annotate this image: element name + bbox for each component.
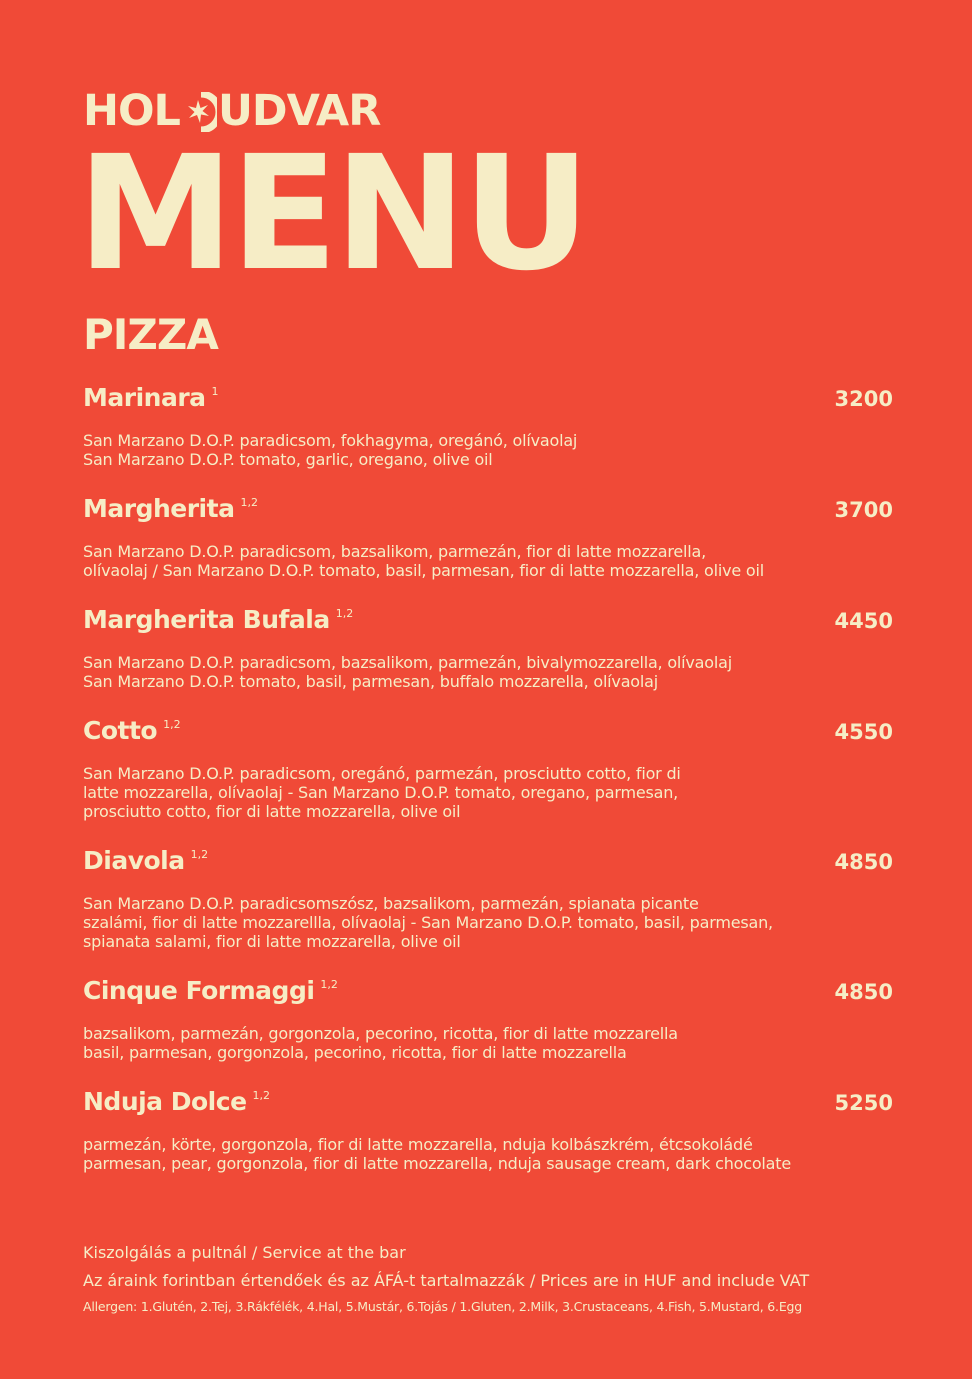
menu-item-description: [83, 894, 893, 951]
menu-item-title: Margherita Bufala: [83, 605, 330, 634]
menu-item-name: [83, 1087, 270, 1116]
menu-item: [83, 494, 893, 580]
menu-item-price: 4450: [834, 609, 893, 633]
allergen-codes: 1,2: [335, 607, 354, 620]
menu-item: [83, 605, 893, 691]
menu-item-price: 3200: [834, 387, 893, 411]
description-line: San Marzano D.O.P. paradicsom, oregánó, parmezán, prosciutto cotto, fior di: [83, 764, 681, 783]
menu-item-description: [83, 1024, 893, 1062]
menu-item-description: [83, 653, 893, 691]
menu-item-price: 5250: [834, 1091, 893, 1115]
menu-item-title: Nduja Dolce: [83, 1087, 247, 1116]
logo-text-right: UDVAR: [217, 86, 381, 136]
menu-item-header: [83, 846, 893, 880]
menu-item-title: Margherita: [83, 494, 235, 523]
allergen-codes: 1,2: [163, 718, 181, 731]
description-line: basil, parmesan, gorgonzola, pecorino, ricotta, fior di latte mozzarella: [83, 1043, 627, 1062]
menu-item: [83, 1087, 893, 1173]
menu-item: [83, 716, 893, 821]
menu-item-header: [83, 494, 893, 528]
page-title: MENU: [77, 122, 587, 306]
menu-item-header: [83, 976, 893, 1010]
menu-item-header: [83, 605, 893, 639]
section-title: PIZZA: [83, 310, 218, 359]
menu-item-name: [83, 716, 181, 745]
description-line: szalámi, fior di latte mozzarellla, olívaolaj - San Marzano D.O.P. tomato, basil, parmesan,: [83, 913, 773, 932]
menu-item-description: [83, 1135, 893, 1173]
menu-item: [83, 976, 893, 1062]
description-line: bazsalikom, parmezán, gorgonzola, pecorino, ricotta, fior di latte mozzarella: [83, 1024, 678, 1043]
menu-item-title: Diavola: [83, 846, 185, 875]
allergen-codes: 1: [211, 385, 219, 398]
menu-item-price: 3700: [834, 498, 893, 522]
logo-text-left: HOL: [83, 86, 180, 136]
menu-item-title: Marinara: [83, 383, 206, 412]
menu-item-price: 4850: [834, 850, 893, 874]
menu-item-name: [83, 605, 353, 634]
menu-item-header: [83, 1087, 893, 1121]
menu-item-price: 4550: [834, 720, 893, 744]
menu-item-name: [83, 976, 338, 1005]
menu-item-name: [83, 846, 208, 875]
description-line: parmesan, pear, gorgonzola, fior di latte mozzarella, nduja sausage cream, dark chocolate: [83, 1154, 791, 1173]
menu-item-description: [83, 764, 893, 821]
price-note: Az áraink forintban értendőek és az ÁFÁ-t tartalmazzák / Prices are in HUF and include VAT: [83, 1271, 810, 1290]
allergen-codes: 1,2: [190, 848, 209, 861]
description-line: latte mozzarella, olívaolaj - San Marzano D.O.P. tomato, oregano, parmesan,: [83, 783, 679, 802]
description-line: San Marzano D.O.P. paradicsom, fokhagyma, oregánó, olívaolaj: [83, 431, 578, 450]
description-line: prosciutto cotto, fior di latte mozzarella, olive oil: [83, 802, 461, 821]
service-note: Kiszolgálás a pultnál / Service at the bar: [83, 1243, 406, 1262]
allergen-codes: 1,2: [240, 496, 258, 509]
description-line: San Marzano D.O.P. tomato, garlic, oregano, olive oil: [83, 450, 493, 469]
allergen-codes: 1,2: [252, 1089, 271, 1102]
menu-item-name: [83, 494, 258, 523]
description-line: San Marzano D.O.P. tomato, basil, parmesan, buffalo mozzarella, olívaolaj: [83, 672, 658, 691]
footer: [83, 1243, 893, 1315]
description-line: San Marzano D.O.P. paradicsomszósz, bazsalikom, parmezán, spianata picante: [83, 894, 699, 913]
menu-item: [83, 383, 893, 469]
menu-item-description: [83, 542, 893, 580]
menu-item-price: 4850: [834, 980, 893, 1004]
description-line: spianata salami, fior di latte mozzarella, olive oil: [83, 932, 461, 951]
menu-item-title: Cotto: [83, 716, 158, 745]
allergen-legend: Allergen: 1.Glutén, 2.Tej, 3.Rákfélék, 4.Hal, 5.Mustár, 6.Tojás / 1.Gluten, 2.Milk, 3.Crustaceans, 4.Fish, 5.Mustard, 6.Egg: [83, 1299, 802, 1314]
allergen-codes: 1,2: [320, 978, 338, 991]
menu-item-name: [83, 383, 219, 412]
menu-item-header: [83, 383, 893, 417]
menu-item-description: [83, 431, 893, 469]
description-line: San Marzano D.O.P. paradicsom, bazsalikom, parmezán, fior di latte mozzarella,: [83, 542, 706, 561]
description-line: olívaolaj / San Marzano D.O.P. tomato, basil, parmesan, fior di latte mozzarella, olive oil: [83, 561, 764, 580]
description-line: parmezán, körte, gorgonzola, fior di latte mozzarella, nduja kolbászkrém, étcsokoládé: [83, 1135, 753, 1154]
menu-item-title: Cinque Formaggi: [83, 976, 315, 1005]
description-line: San Marzano D.O.P. paradicsom, bazsalikom, parmezán, bivalymozzarella, olívaolaj: [83, 653, 732, 672]
menu-item: [83, 846, 893, 951]
menu-item-header: [83, 716, 893, 750]
